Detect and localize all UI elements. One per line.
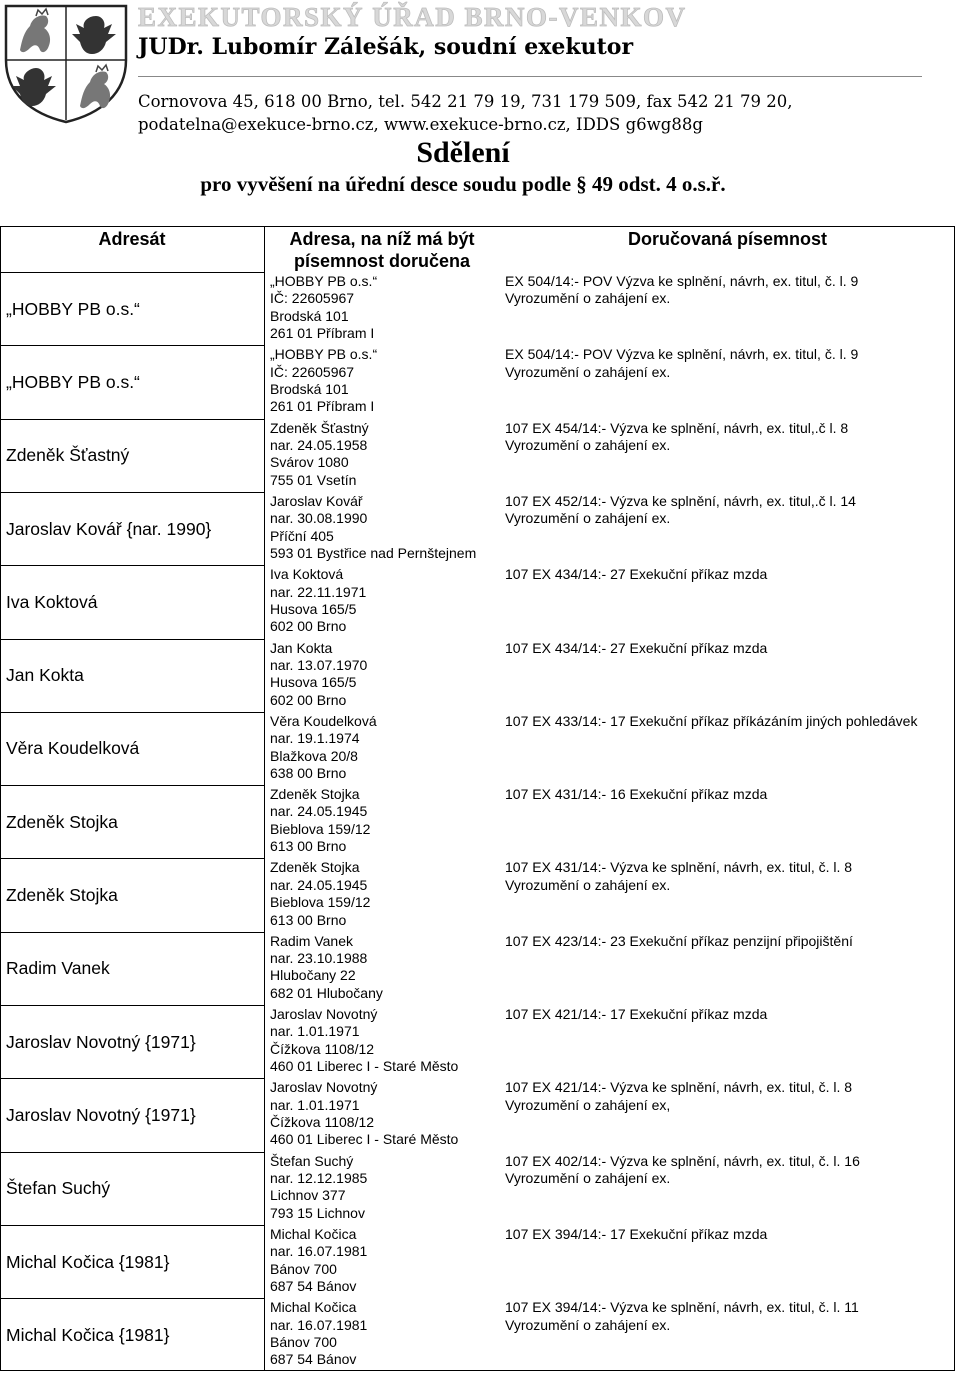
addressee-name: Zdeněk Stojka	[6, 885, 118, 906]
document-block	[505, 1079, 957, 1114]
address-line: 638 00 Brno	[270, 764, 347, 781]
row-divider	[0, 1005, 264, 1006]
document-block	[505, 859, 957, 894]
address-line: Štefan Suchý	[270, 1152, 354, 1169]
address-line: Zdeněk Stojka	[270, 786, 360, 803]
row-divider	[0, 1152, 264, 1153]
address-line: Brodská 101	[270, 307, 349, 324]
document-line: Vyrozumění o zahájení ex.	[505, 290, 671, 307]
document-line: Vyrozumění o zahájení ex.	[505, 510, 671, 527]
document-line: Vyrozumění o zahájení ex.	[505, 1316, 671, 1333]
address-block	[270, 786, 500, 856]
addressee-name: Jaroslav Kovář {nar. 1990}	[6, 518, 212, 539]
address-line: Jaroslav Novotný	[270, 1079, 378, 1096]
column-divider	[264, 226, 265, 1371]
row-divider	[0, 785, 264, 786]
address-line: nar. 22.11.1971	[270, 583, 367, 600]
document-line: Vyrozumění o zahájení ex,	[505, 1096, 671, 1113]
address-line: IČ: 22605967	[270, 363, 355, 380]
row-divider	[0, 1225, 264, 1226]
document-line: 107 EX 394/14:- Výzva ke splnění, návrh, ex. titul, č. l. 11	[505, 1299, 859, 1316]
address-line: Svárov 1080	[270, 454, 349, 471]
document-line: EX 504/14:- POV Výzva ke splnění, návrh, ex. titul, č. l. 9	[505, 346, 859, 363]
address-line: nar. 24.05.1958	[270, 436, 368, 453]
coat-of-arms-icon	[2, 2, 130, 124]
address-line: 793 15 Lichnov	[270, 1204, 365, 1221]
header-document: Doručovaná písemnost	[627, 229, 828, 249]
contact-line-2: podatelna@exekuce-brno.cz, www.exekuce-brno.cz, IDDS g6wg88g	[138, 115, 703, 134]
address-line: nar. 23.10.1988	[270, 950, 368, 967]
addressee-name: Radim Vanek	[6, 958, 110, 979]
address-line: Blažkova 20/8	[270, 747, 358, 764]
address-line: „HOBBY PB o.s.“	[270, 346, 378, 363]
address-line: 460 01 Liberec I - Staré Město	[270, 1058, 459, 1075]
document-line: Vyrozumění o zahájení ex.	[505, 876, 671, 893]
address-line: Bieblova 159/12	[270, 820, 371, 837]
address-line: Věra Koudelková	[270, 712, 377, 729]
address-block	[270, 493, 500, 563]
addressee-name: Michal Kočica {1981}	[6, 1251, 170, 1272]
address-line: nar. 30.08.1990	[270, 510, 368, 527]
document-block	[505, 713, 957, 730]
address-block	[270, 346, 500, 416]
document-line: 107 EX 454/14:- Výzva ke splnění, návrh, ex. titul,.č l. 8	[505, 419, 849, 436]
executor-name: JUDr. Lubomír Zálešák, soudní exekutor	[138, 34, 634, 60]
recipients-table	[0, 226, 958, 1373]
addressee-name: Iva Koktová	[6, 591, 98, 612]
address-line: Jan Kokta	[270, 639, 333, 656]
address-line: 261 01 Příbram I	[270, 398, 375, 415]
address-line: 755 01 Vsetín	[270, 471, 357, 488]
address-line: Husova 165/5	[270, 674, 357, 691]
address-line: Jaroslav Kovář	[270, 492, 363, 509]
address-line: 593 01 Bystřice nad Pernštejnem	[270, 545, 477, 562]
address-line: Zdeněk Stojka	[270, 859, 360, 876]
addressee-name: Štefan Suchý	[6, 1178, 111, 1199]
address-block	[270, 859, 500, 929]
address-line: 687 54 Bánov	[270, 1278, 357, 1295]
address-line: Iva Koktová	[270, 566, 344, 583]
row-divider	[0, 345, 264, 346]
document-line: Vyrozumění o zahájení ex.	[505, 1169, 671, 1186]
addressee-name: Michal Kočica {1981}	[6, 1324, 170, 1345]
addressee-name: Jaroslav Novotný {1971}	[6, 1031, 196, 1052]
row-divider	[0, 419, 264, 420]
document-line: EX 504/14:- POV Výzva ke splnění, návrh, ex. titul, č. l. 9	[505, 273, 859, 289]
document-block	[505, 346, 957, 381]
row-divider	[0, 858, 264, 859]
address-block	[270, 1226, 500, 1296]
document-block	[505, 1006, 957, 1023]
address-line: „HOBBY PB o.s.“	[270, 273, 378, 289]
address-line: Bieblova 159/12	[270, 894, 371, 911]
addressee-name: Zdeněk Šťastný	[6, 445, 130, 466]
document-line: 107 EX 394/14:- 17 Exekuční příkaz mzda	[505, 1225, 768, 1242]
addressee-name: Jaroslav Novotný {1971}	[6, 1104, 196, 1125]
row-divider	[0, 492, 264, 493]
address-line: 602 00 Brno	[270, 691, 347, 708]
row-divider	[0, 639, 264, 640]
address-line: 613 00 Brno	[270, 838, 347, 855]
address-line: 687 54 Bánov	[270, 1351, 357, 1368]
document-block	[505, 640, 957, 657]
addressee-name: Zdeněk Stojka	[6, 811, 118, 832]
address-line: nar. 1.01.1971	[270, 1023, 360, 1040]
addressee-name: „HOBBY PB o.s.“	[6, 371, 140, 392]
document-line: 107 EX 434/14:- 27 Exekuční příkaz mzda	[505, 639, 768, 656]
document-block	[505, 1226, 957, 1243]
header-address-line-1: Adresa, na níž má být	[289, 229, 475, 249]
address-line: Radim Vanek	[270, 932, 354, 949]
address-line: 261 01 Příbram I	[270, 325, 375, 342]
address-line: 602 00 Brno	[270, 618, 347, 635]
document-line: 107 EX 423/14:- 23 Exekuční příkaz penzijní připojištění	[505, 932, 853, 949]
address-block	[270, 933, 500, 1003]
address-block	[270, 1153, 500, 1223]
address-line: nar. 24.05.1945	[270, 876, 368, 893]
address-line: Příční 405	[270, 527, 334, 544]
office-name: EXEKUTORSKÝ ÚŘAD BRNO-VENKOV	[138, 2, 687, 32]
address-line: 682 01 Hlubočany	[270, 984, 383, 1001]
document-line: Vyrozumění o zahájení ex.	[505, 363, 671, 380]
document-block	[505, 566, 957, 583]
document-line: 107 EX 434/14:- 27 Exekuční příkaz mzda	[505, 566, 768, 583]
address-line: Bánov 700	[270, 1333, 337, 1350]
addressee-name: Jan Kokta	[6, 665, 84, 686]
address-line: Michal Kočica	[270, 1299, 357, 1316]
document-line: 107 EX 421/14:- Výzva ke splnění, návrh, ex. titul, č. l. 8	[505, 1079, 853, 1096]
document-line: 107 EX 452/14:- Výzva ke splnění, návrh, ex. titul,.č l. 14	[505, 492, 856, 509]
address-line: Husova 165/5	[270, 600, 357, 617]
address-block	[270, 1299, 500, 1369]
address-line: Čížkova 1108/12	[270, 1114, 375, 1131]
document-line: 107 EX 421/14:- 17 Exekuční příkaz mzda	[505, 1006, 768, 1022]
address-line: Brodská 101	[270, 381, 349, 398]
address-block	[270, 640, 500, 710]
address-line: 613 00 Brno	[270, 911, 347, 928]
row-divider	[0, 565, 264, 566]
contact-info	[138, 90, 792, 136]
contact-line-1: Cornovova 45, 618 00 Brno, tel. 542 21 79 19, 731 179 509, fax 542 21 79 20,	[138, 92, 793, 111]
address-block	[270, 1079, 500, 1149]
address-block	[270, 566, 500, 636]
document-line: 107 EX 433/14:- 17 Exekuční příkaz příkázáním jiných pohledávek	[505, 712, 918, 729]
address-line: Zdeněk Šťastný	[270, 419, 369, 436]
document-block	[505, 1299, 957, 1334]
row-divider	[0, 932, 264, 933]
document-line: 107 EX 431/14:- Výzva ke splnění, návrh, ex. titul, č. l. 8	[505, 859, 853, 876]
address-line: nar. 1.01.1971	[270, 1096, 360, 1113]
address-line: nar. 19.1.1974	[270, 730, 360, 747]
document-block	[505, 933, 957, 950]
addressee-name: „HOBBY PB o.s.“	[6, 298, 140, 319]
address-line: Jaroslav Novotný	[270, 1006, 378, 1022]
address-line: nar. 13.07.1970	[270, 656, 368, 673]
document-block	[505, 786, 957, 803]
header-address	[264, 228, 500, 272]
document-block	[505, 1153, 957, 1188]
address-line: Michal Kočica	[270, 1225, 357, 1242]
header-addressee: Adresát	[98, 229, 166, 249]
address-line: nar. 24.05.1945	[270, 803, 368, 820]
row-divider	[0, 712, 264, 713]
document-subtitle: pro vyvěšení na úřední desce soudu podle § 49 odst. 4 o.s.ř.	[200, 172, 726, 196]
header-divider	[138, 76, 922, 77]
document-block	[505, 493, 957, 528]
address-line: IČ: 22605967	[270, 290, 355, 307]
document-title: Sdělení	[416, 136, 510, 169]
address-line: nar. 16.07.1981	[270, 1243, 368, 1260]
address-block	[270, 420, 500, 490]
document-block	[505, 273, 957, 308]
row-divider	[0, 1078, 264, 1079]
document-block	[505, 420, 957, 455]
row-divider	[0, 1298, 264, 1299]
address-block	[270, 273, 500, 343]
document-line: 107 EX 402/14:- Výzva ke splnění, návrh, ex. titul, č. l. 16	[505, 1152, 860, 1169]
address-block	[270, 1006, 500, 1076]
row-divider	[0, 272, 264, 273]
address-line: 460 01 Liberec I - Staré Město	[270, 1131, 459, 1148]
header-address-line-2: písemnost doručena	[293, 251, 471, 271]
document-line: Vyrozumění o zahájení ex.	[505, 436, 671, 453]
address-line: Bánov 700	[270, 1260, 337, 1277]
addressee-name: Věra Koudelková	[6, 738, 140, 759]
address-line: nar. 12.12.1985	[270, 1169, 368, 1186]
address-line: nar. 16.07.1981	[270, 1316, 368, 1333]
address-block	[270, 713, 500, 783]
address-line: Hlubočany 22	[270, 967, 356, 984]
address-line: Čížkova 1108/12	[270, 1040, 375, 1057]
document-line: 107 EX 431/14:- 16 Exekuční příkaz mzda	[505, 786, 768, 803]
address-line: Lichnov 377	[270, 1187, 346, 1204]
